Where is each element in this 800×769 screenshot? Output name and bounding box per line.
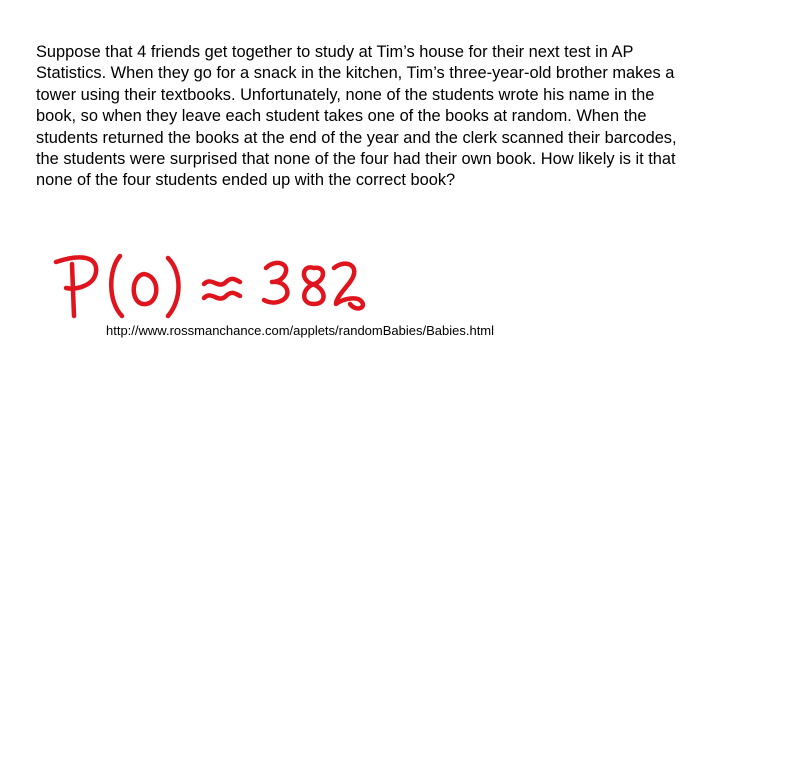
- applet-link[interactable]: http://www.rossmanchance.com/applets/randomBabies/Babies.html: [106, 323, 495, 338]
- ink-open-paren: [111, 256, 122, 316]
- problem-line: students returned the books at the end of the year and the clerk scanned their barcodes,: [36, 128, 677, 147]
- ink-approx-bottom: [204, 293, 240, 299]
- ink-approx-top: [204, 279, 240, 285]
- ink-digit-eight: [304, 267, 324, 304]
- ink-letter-p-bowl: [56, 257, 96, 288]
- problem-line: the students were surprised that none of the four had their own book. How likely is it that: [36, 150, 676, 169]
- problem-line: book, so when they leave each student takes one of the books at random. When the: [36, 107, 647, 126]
- handwritten-answer: [50, 246, 370, 326]
- ink-digit-two: [334, 264, 363, 309]
- problem-text: [36, 42, 756, 192]
- problem-line: Statistics. When they go for a snack in the kitchen, Tim’s three-year-old brother makes a: [36, 64, 675, 83]
- problem-line: Suppose that 4 friends get together to study at Tim’s house for their next test in AP: [36, 43, 634, 61]
- problem-line: tower using their textbooks. Unfortunately, none of the students wrote his name in the: [36, 85, 655, 104]
- ink-digit-three: [264, 263, 287, 303]
- problem-line: none of the four students ended up with the correct book?: [36, 171, 456, 190]
- ink-digit-zero: [134, 274, 157, 304]
- ink-close-paren: [168, 258, 179, 316]
